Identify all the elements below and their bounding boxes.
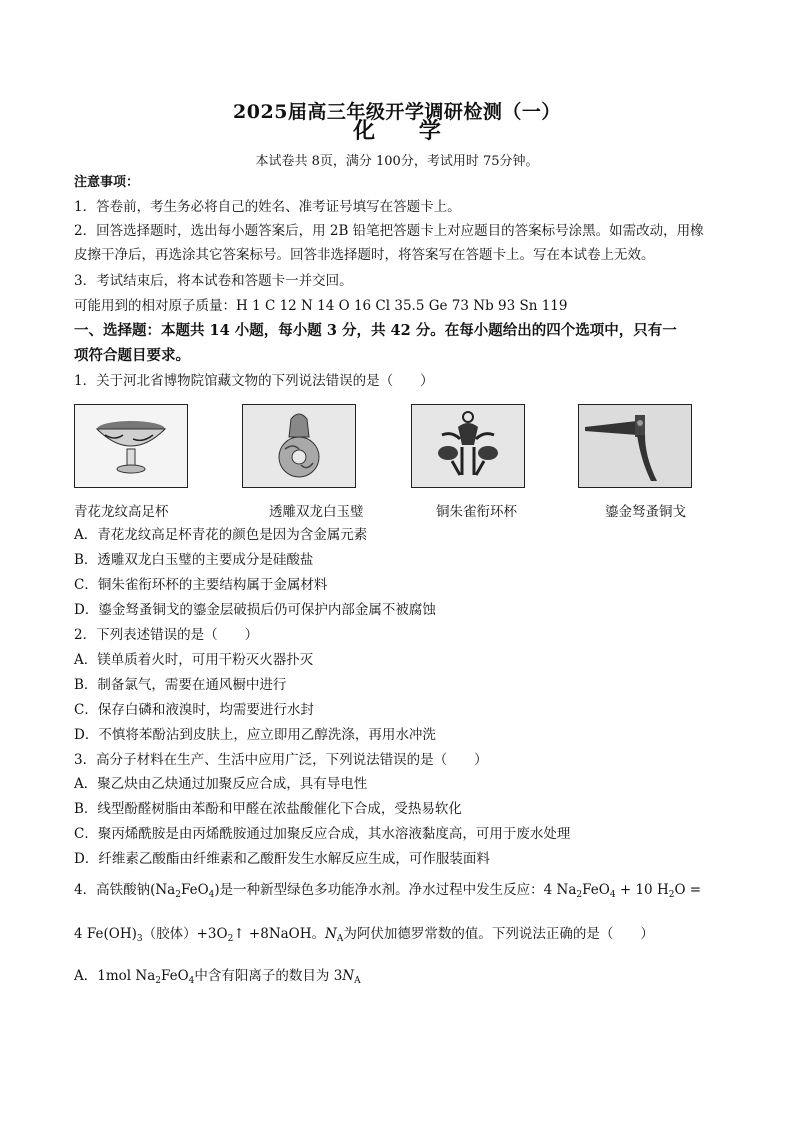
subject-title: 化 学 <box>353 118 459 144</box>
question-4-stem-line1 <box>74 880 734 905</box>
notice-item-1: 1．答卷前，考生务必将自己的姓名、准考证号填写在答题卡上。 <box>74 199 461 215</box>
avogadro-symbol: N <box>325 926 337 942</box>
q4-stem-middle: 是一种新型绿色多功能净水剂。净水过程中发生反应： <box>219 882 544 898</box>
artifact-image-stem-cup <box>74 404 188 488</box>
caption-jade-bi: 透雕双龙白玉璧 <box>269 504 364 520</box>
section-heading-line2: 项符合题目要求。 <box>74 347 190 364</box>
question-1-option-b: B．透雕双龙白玉璧的主要成分是硅酸盐 <box>74 552 314 568</box>
question-1-stem: 1．关于河北省博物院馆藏文物的下列说法错误的是（ ） <box>74 373 434 389</box>
artifact-image-bronze-cup <box>411 404 525 488</box>
question-2-option-a: A．镁单质着火时，可用干粉灭火器扑灭 <box>74 652 314 668</box>
caption-bronze-cup: 铜朱雀衔环杯 <box>436 504 517 520</box>
notice-heading: 注意事项： <box>74 175 140 190</box>
q4-equation-left: 4 $Na_2FeO_4 + 10$ $H_2O$ = <box>543 882 702 900</box>
question-2-option-d: D．不慎将苯酚沾到皮肤上，应立即用乙醇洗涤，再用水冲洗 <box>74 727 436 743</box>
exam-title: 2025届高三年级开学调研检测（一） <box>233 101 561 123</box>
question-1-option-d: D．鎏金驽蚤铜戈的鎏金层破损后仍可保护内部金属不被腐蚀 <box>74 602 436 618</box>
q4-formula-sodium-ferrate: $(Na_2FeO_4)$ <box>150 882 220 900</box>
question-1-option-c: C．铜朱雀衔环杯的主要结构属于金属材料 <box>74 577 328 593</box>
notice-item-3: 3．考试结束后，将本试卷和答题卡一并交回。 <box>74 273 353 289</box>
notice-item-2b: 皮擦干净后，再选涂其它答案标号。回答非选择题时，将答案写在答题卡上。写在本试卷上无效。 <box>74 247 655 263</box>
question-3-option-d: D．纤维素乙酸酯由纤维素和乙酸酐发生水解反应生成，可作服装面料 <box>74 851 490 867</box>
question-2-stem: 2．下列表述错误的是（ ） <box>74 627 259 643</box>
question-2-option-c: C．保存白磷和液溴时，均需要进行水封 <box>74 702 314 718</box>
question-4-option-a: A．1mol $Na_2FeO_4$中含有阳离子的数目为 $3N_A$ <box>74 968 361 986</box>
artifact-image-bronze-ge <box>578 404 692 488</box>
q4-stem-prefix: 4．高铁酸钠 <box>74 882 151 898</box>
notice-item-2a: 2．回答选择题时，选出每小题答案后，用 2B 铅笔把答题卡上对应题目的答案标号涂黑。如需改动，用橡 <box>74 223 704 239</box>
caption-bronze-ge: 鎏金驽蚤铜戈 <box>605 504 686 520</box>
question-2-option-b: B．制备氯气，需要在通风橱中进行 <box>74 677 287 693</box>
caption-stem-cup: 青花龙纹高足杯 <box>74 504 169 520</box>
question-3-stem: 3．高分子材料在生产、生活中应用广泛，下列说法错误的是（ ） <box>74 752 488 768</box>
question-4-stem-line2: 4 $Fe(OH)_3$（胶体）$+3O_2↑$ +8NaOH。$N_A$为阿伏加德罗常数的值。下列说法正确的是（ ） <box>74 926 654 944</box>
question-3-option-a: A．聚乙炔由乙炔通过加聚反应合成，具有导电性 <box>74 776 368 792</box>
exam-meta: 本试卷共 8页，满分 100分，考试用时 75分钟。 <box>255 154 539 169</box>
question-3-option-b: B．线型酚醛树脂由苯酚和甲醛在浓盐酸催化下合成，受热易软化 <box>74 801 462 817</box>
question-1-option-a: A．青花龙纹高足杯青花的颜色是因为含金属元素 <box>74 527 368 543</box>
question-3-option-c: C．聚丙烯酰胺是由丙烯酰胺通过加聚反应合成，其水溶液黏度高，可用于废水处理 <box>74 826 571 842</box>
section-heading-line1: 一、选择题：本题共 14 小题，每小题 3 分，共 42 分。在每小题给出的四个选项中，只有一 <box>74 322 677 339</box>
artifact-image-jade-bi <box>242 404 356 488</box>
atomic-masses: 可能用到的相对原子质量：H 1 C 12 N 14 O 16 Cl 35.5 Ge 73 Nb 93 Sn 119 <box>74 298 568 314</box>
